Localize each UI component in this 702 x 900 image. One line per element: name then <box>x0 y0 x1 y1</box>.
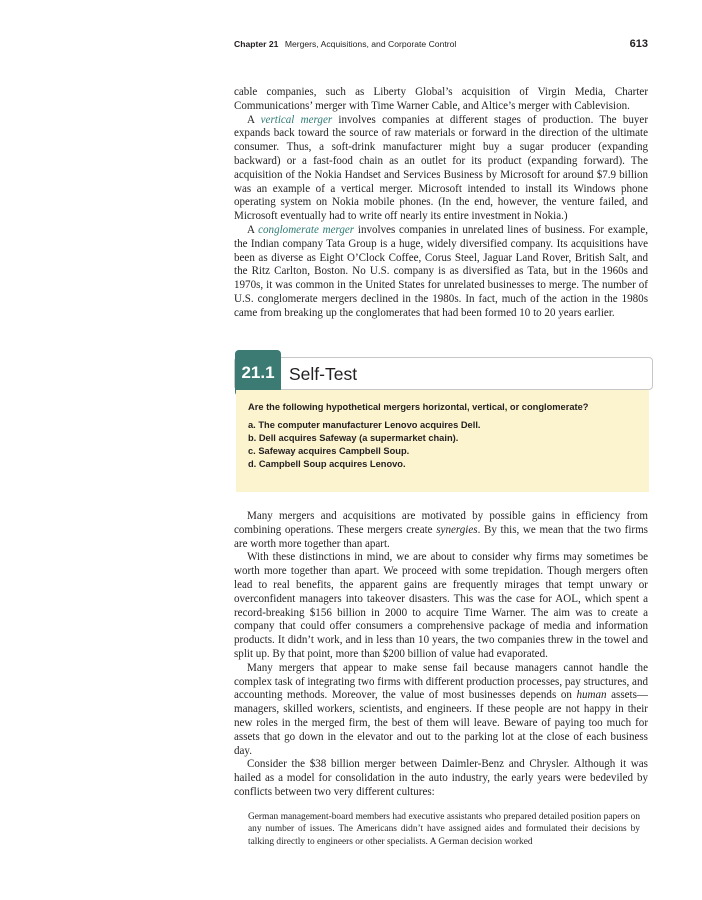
self-test-items <box>248 419 637 471</box>
self-test-box <box>236 390 649 492</box>
self-test-item: c. Safeway acquires Campbell Soup. <box>248 446 410 456</box>
paragraph-synergies: Many mergers and acquisitions are motivated by possible gains in efficiency from combining operations. These mergers create synergies. By this, we mean that the two firms are worth more together than apart. <box>234 510 648 550</box>
paragraph-conglomerate-merger: A conglomerate merger involves companies in unrelated lines of business. For example, the Indian company Tata Group is a huge, widely diversified company. Its acquisitions have been as diverse as Eight O’Clock Coffee, Corus Steel, Jaguar Land Rover, British Salt, and the Ritz Carlton, Boston. No U.S. company is as diversified as Tata, but in the 1960s and 1970s, it was common in the United States for unrelated businesses to merge. The number of U.S. conglomerate mergers declined in the 1980s. In fact, much of the action in the 1980s came from breaking up the conglomerates that had been formed 10 to 20 years earlier. <box>234 223 649 319</box>
self-test-number-badge: 21.1 <box>235 350 281 396</box>
top-text-block <box>234 86 648 321</box>
self-test-title: Self-Test <box>289 364 358 384</box>
self-test-item: b. Dell acquires Safeway (a supermarket chain). <box>248 433 459 443</box>
self-test-item: d. Campbell Soup acquires Lenovo. <box>248 459 406 469</box>
chapter-label: Chapter 21 <box>234 39 279 49</box>
chapter-title: Mergers, Acquisitions, and Corporate Control <box>284 39 457 49</box>
term-human: human <box>576 689 607 702</box>
running-header <box>234 39 650 55</box>
paragraph-daimler-chrysler: Consider the $38 billion merger between Daimler-Benz and Chrysler. Although it was hailed as a model for consolidation in the auto industry, the early years were bedeviled by conflicts between two very different cultures: <box>234 758 648 798</box>
paragraph-human-assets: Many mergers that appear to make sense fail because managers cannot handle the complex task of integrating two firms with different production processes, pay structures, and accounting methods. Moreover, the value of most businesses depends on human assets—managers, skilled workers, scientists, and engineers. If these people are not happy in their new roles in the merged firm, the best of them will leave. Beware of paying too much for assets that go down in the elevator and out to the parking lot at the close of each business day. <box>234 661 648 757</box>
paragraph-vertical-merger: A vertical merger involves companies at different stages of production. The buyer expands back toward the source of raw materials or forward in the direction of the ultimate consumer. Thus, a soft-drink manufacturer might buy a sugar producer (expanding backward) or a fast-food chain as an outlet for its product (expanding forward). The acquisition of the Nokia Handset and Services Business by Microsoft for around $7.9 billion was an example of a vertical merger. Microsoft intended to install its Windows phone operating system on Nokia mobile phones. (In the end, however, the venture failed, and Microsoft eventually had to write off nearly its entire investment in Nokia.) <box>234 113 648 223</box>
page-number: 613 <box>629 38 648 50</box>
paragraph-cable: cable companies, such as Liberty Global’s acquisition of Virgin Media, Charter Communications’ merger with Time Warner Cable, and Altice’s merger with Cablevision. <box>234 86 648 112</box>
term-conglomerate-merger: conglomerate merger <box>258 223 355 236</box>
term-synergies: synergies <box>436 523 478 536</box>
self-test-item: a. The computer manufacturer Lenovo acquires Dell. <box>248 420 481 430</box>
term-vertical-merger: vertical merger <box>260 113 333 126</box>
bottom-text-block <box>234 510 648 800</box>
paragraph-aol: With these distinctions in mind, we are about to consider why firms may sometimes be worth more together than apart. We proceed with some trepidation. Though mergers often lead to real benefits, the apparent gains are frequently mirages that tempt unwary or overconfident managers into takeover disasters. This was the case for AOL, which spent a record-breaking $156 billion in 2000 to acquire Time Warner. The aim was to create a company that could offer consumers a comprehensive package of media and information products. It didn’t work, and in less than 10 years, the two companies threw in the towel and split up. By that point, more than $200 billion of value had evaporated. <box>234 551 648 660</box>
self-test-question: Are the following hypothetical mergers horizontal, vertical, or conglomerate? <box>248 402 589 412</box>
block-quote: German management-board members had executive assistants who prepared detailed position papers on any number of issues. The Americans didn’t have assigned aides and formulated their decisions by talking directly to engineers or other specialists. A German decision worked <box>248 812 640 847</box>
